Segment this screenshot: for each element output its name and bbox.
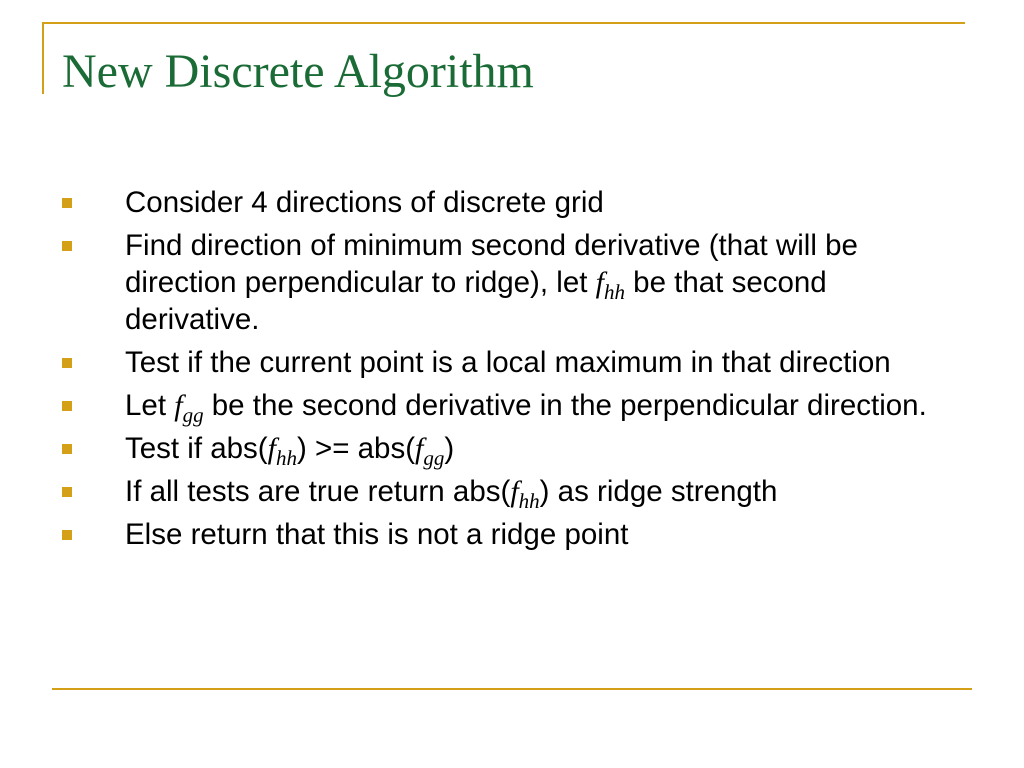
bullet-text: be the second derivative in the perpendicular direction.	[203, 389, 927, 422]
square-bullet-icon	[62, 530, 72, 540]
bullet-list	[62, 184, 962, 559]
slide-title: New Discrete Algorithm	[62, 45, 534, 98]
math-subscript: gg	[423, 446, 445, 470]
bullet-text: )	[444, 432, 455, 465]
bullet-item	[62, 516, 962, 553]
square-bullet-icon	[62, 487, 72, 497]
square-bullet-icon	[62, 401, 72, 411]
bullet-text: Let	[125, 389, 175, 422]
square-bullet-icon	[62, 444, 72, 454]
bullet-text: Test if abs(	[125, 432, 268, 465]
bullet-text: Test if the current point is a local maximum in that direction	[125, 346, 891, 379]
bullet-text: Consider 4 directions of discrete grid	[125, 186, 604, 219]
bullet-text: Find direction of minimum second derivative (that will be direction perpendicular to ridge), let	[125, 229, 858, 299]
bullet-text: be that second derivative.	[125, 266, 827, 336]
bullet-item	[62, 227, 962, 338]
bullet-item	[62, 184, 962, 221]
math-base: f	[415, 432, 424, 465]
math-subscript: hh	[518, 489, 540, 513]
math-variable	[510, 475, 540, 513]
math-variable	[595, 266, 625, 304]
math-base: f	[174, 389, 183, 422]
math-base: f	[267, 432, 276, 465]
bullet-text: If all tests are true return abs(	[125, 475, 511, 508]
math-base: f	[595, 266, 604, 299]
math-variable	[415, 432, 445, 470]
square-bullet-icon	[62, 198, 72, 208]
math-base: f	[510, 475, 519, 508]
math-subscript: hh	[275, 446, 297, 470]
bullet-item	[62, 430, 962, 470]
top-decorative-rule	[42, 22, 965, 24]
square-bullet-icon	[62, 241, 72, 251]
math-subscript: hh	[603, 280, 625, 304]
bottom-decorative-rule	[52, 688, 972, 690]
square-bullet-icon	[62, 358, 72, 368]
bullet-item	[62, 473, 962, 513]
left-decorative-rule	[42, 22, 44, 94]
math-variable	[174, 389, 204, 427]
math-variable	[267, 432, 297, 470]
bullet-text: Else return that this is not a ridge point	[125, 518, 629, 551]
bullet-item	[62, 387, 962, 427]
bullet-item	[62, 344, 962, 381]
bullet-text: ) as ridge strength	[539, 475, 778, 508]
math-subscript: gg	[182, 403, 204, 427]
bullet-text: ) >= abs(	[296, 432, 416, 465]
